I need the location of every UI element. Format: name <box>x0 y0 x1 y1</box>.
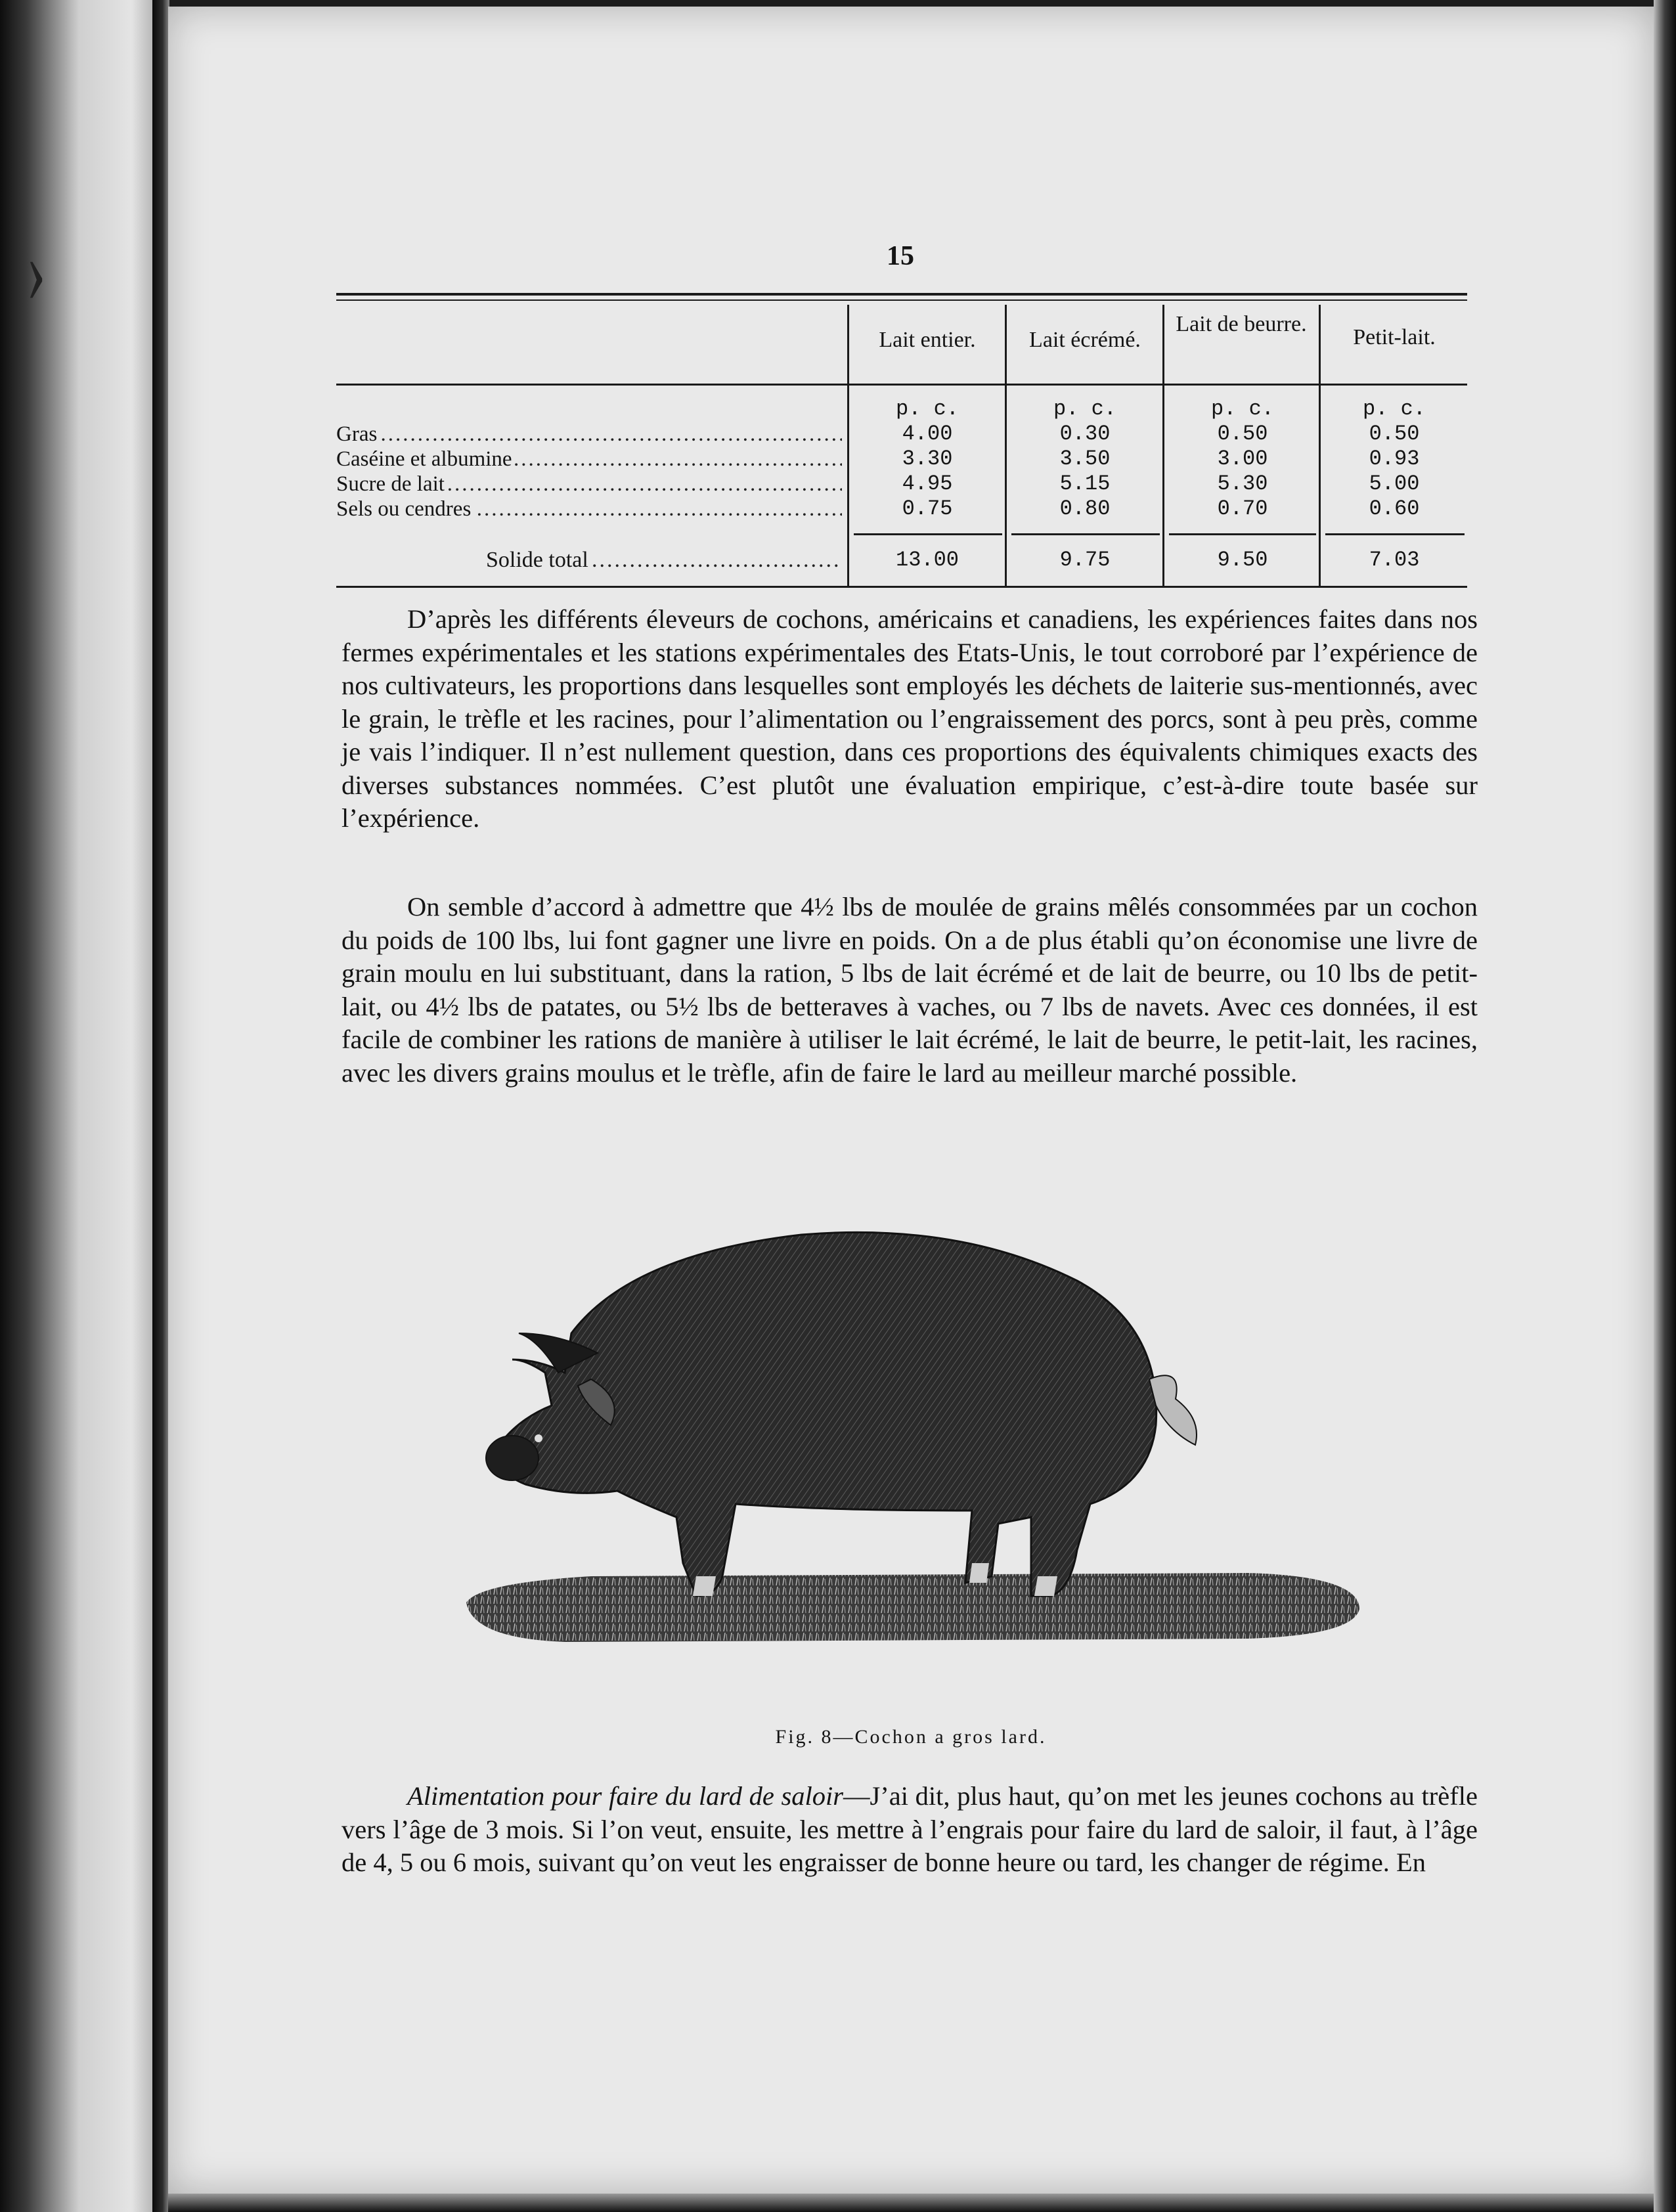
table-cell: 0.50 <box>1217 422 1268 446</box>
figure-caption: Fig. 8—Cochon a gros lard. <box>775 1726 1047 1748</box>
table-cell: 5.30 <box>1217 472 1268 496</box>
table-cell: 5.00 <box>1369 472 1420 496</box>
unit-cell: p. c. <box>895 397 959 421</box>
table-top-rule-thin <box>336 299 1467 301</box>
page-right-edge <box>1654 0 1676 2212</box>
col-divider <box>847 305 849 587</box>
col-header: Lait écrémé. <box>1029 328 1141 352</box>
table-cell: 0.80 <box>1059 497 1111 521</box>
table-cell: 4.00 <box>902 422 953 446</box>
pig-engraving-icon <box>460 1208 1366 1668</box>
col-divider <box>1005 305 1007 587</box>
book-spine <box>152 0 169 2212</box>
table-cell: 0.75 <box>902 497 953 521</box>
table-cell: 3.30 <box>902 447 953 471</box>
table-top-rule <box>336 293 1467 296</box>
unit-cell: p. c. <box>1053 397 1116 421</box>
table-row-label: ..... Gras <box>336 422 842 447</box>
col-divider <box>1162 305 1164 587</box>
total-cell: 9.75 <box>1059 548 1111 572</box>
sum-rule <box>1169 533 1316 535</box>
total-cell: 13.00 <box>895 548 959 572</box>
table-cell: 3.00 <box>1217 447 1268 471</box>
table-cell: 0.30 <box>1059 422 1111 446</box>
table-cell: 3.50 <box>1059 447 1111 471</box>
paragraph: D’après les différents éleveurs de cochons, américains et canadiens, les expériences faites dans nos fermes expérimentales et les stations expérimentales des Etats-Unis, le tout corroboré par l’expérience de nos cultivateurs, les proportions dans lesquelles sont employés les déchets de laiterie sus-mentionnés, avec le grain, le trèfle et les racines, pour l’alimentation ou l’engraissement des porcs, sont à peu près, comme je vais l’indiquer. Il n’est nullement question, dans ces proportions des équivalents chimiques exacts des diverses substances nommées. C’est plutôt une évaluation empirique, c’est-à-dire toute basée sur l’expérience. <box>342 604 1478 833</box>
table-cell: 0.93 <box>1369 447 1420 471</box>
section-paragraph <box>342 1780 1478 1880</box>
col-header: Petit-lait. <box>1353 325 1436 349</box>
paragraph: On semble d’accord à admettre que 4½ lbs de moulée de grains mêlés consommées par un cochon du poids de 100 lbs, lui font gagner une livre en poids. On a de plus établi qu’on économise une livre de grain moulu en lui substituant, dans la ration, 5 lbs de lait écrémé et de lait de beurre, ou 10 lbs de petit-lait, ou 4½ lbs de patates, ou 5½ lbs de betteraves à vaches, ou 7 lbs de navets. Avec ces données, il est facile de combiner les rations de manière à utiliser le lait écrémé, le lait de beurre, le petit-lait, les racines, avec les divers grains moulus et le trèfle, afin de faire le lard au meilleur marché possible. <box>342 892 1478 1088</box>
table-cell: 0.50 <box>1369 422 1420 446</box>
section-text: —J’ai dit, plus haut, qu’on met les jeunes cochons au trèfle vers l’âge de 3 mois. Si l’on veut, ensuite, les mettre à l’engrais pour faire du lard de saloir, il faut, à l’âge de 4, 5 ou 6 mois, suivant qu’on veut les engraisser de bonne heure ou tard, les changer de régime. En <box>342 1781 1478 1877</box>
page-bottom-edge <box>168 2194 1654 2212</box>
sum-rule <box>854 533 1002 535</box>
unit-cell: p. c. <box>1210 397 1274 421</box>
total-cell: 9.50 <box>1217 548 1268 572</box>
sum-rule <box>1011 533 1160 535</box>
unit-cell: p. c. <box>1362 397 1426 421</box>
section-heading: Alimentation pour faire du lard de saloir <box>407 1781 844 1811</box>
page-number: 15 <box>887 241 914 271</box>
sum-rule <box>1325 533 1465 535</box>
facing-page-mark: › <box>26 218 46 322</box>
facing-page-edge <box>0 0 152 2212</box>
col-header: Lait de beurre. <box>1176 312 1307 336</box>
table-cell: 0.70 <box>1217 497 1268 521</box>
table-bottom-rule <box>336 586 1467 588</box>
table-cell: 5.15 <box>1059 472 1111 496</box>
table-row-label: ..... Caséine et albumine <box>336 447 842 472</box>
table-cell: 4.95 <box>902 472 953 496</box>
col-header: Lait entier. <box>879 328 976 352</box>
table-row-label: ..... Sels ou cendres <box>336 497 842 521</box>
total-row-label: ..... Solide total <box>486 548 841 573</box>
header-rule <box>336 384 1467 386</box>
total-cell: 7.03 <box>1369 548 1420 572</box>
table-row-label: ..... Sucre de lait <box>336 472 842 497</box>
table-cell: 0.60 <box>1369 497 1420 521</box>
